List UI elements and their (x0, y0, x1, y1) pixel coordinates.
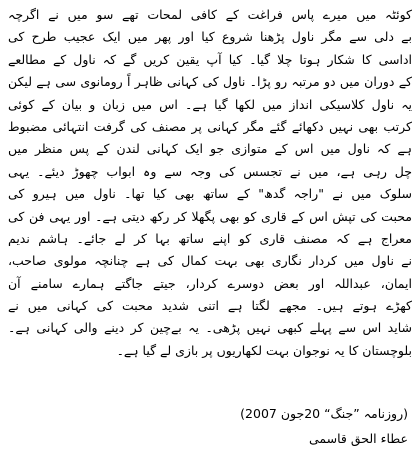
article-line: ہے کہ ناول میں اس کے متوازی جو ایک کہانی لندن کے پس منظر میں (8, 141, 412, 157)
article-line: بے دلی سے مگر ناول پڑھنا شروع کیا اور پھر میں ایک عجیب طرح کی (8, 29, 412, 45)
article-line: کوئٹہ میں میرے پاس فراغت کے کافی لمحات تھے سو میں نے اگرچہ (8, 7, 412, 22)
article-line: معراج ہے کہ مصنف قاری کو اپنے ساتھ بہا کر لے جائے۔ ہاشم ندیم (8, 230, 412, 246)
article-line: چل رہی ہے، میں نے تجسس کی وجہ سے وہ ابواب چھوڑ دیئے۔ یہی (8, 163, 412, 179)
article-line: سلوک میں نے "راجہ گدھ" کے ساتھ بھی کیا تھا۔ ناول میں ہیرو کی (8, 186, 412, 202)
article-line: یہ ناول کلاسیکی انداز میں لکھا گیا ہے۔ اس میں زبان و بیان کے کوئی (8, 96, 412, 112)
article-line: کرتب بھی نہیں دکھائے گئے مگر کہانی پر مصنف کی گرفت انتہائی مضبوط (8, 118, 412, 134)
article-line: شاید اس سے پہلے کبھی نہیں پڑھی۔ یہ بےچین کر دینے والی کہانی ہے۔ (8, 320, 412, 336)
article-line: نے ناول میں کردار نگاری بھی بہت کمال کی ہے چنانچہ مولوی صاحب، (8, 253, 412, 269)
article-body (8, 4, 412, 362)
article-line: ایمان، عبداللہ اور بعض دوسرے کردار، جیتے جاگتے ہمارے سامنے آن (8, 275, 412, 291)
article-line: اداسی کا شکار ہوتا چلا گیا۔ کیا آپ یقین کریں گے کہ ناول کے مطالعے (8, 51, 412, 67)
article-line: کے دوران میں دو مرتبہ رو پڑا۔ ناول کی کہانی ظاہر اً رومانوی سی ہے لیکن (8, 74, 412, 90)
author-signature: عطاء الحق قاسمی (308, 431, 408, 446)
article-line: محبت کی تپش اس کے قاری کو بھی پگھلا کر رکھ دیتی ہے۔ اور یہی فن کی (8, 208, 412, 224)
article-line: بلوچستان کا یہ نوجوان بہت لکھاریوں پر بازی لے گیا ہے۔ (116, 342, 412, 358)
article-line: کھڑے ہوتے ہیں۔ مجھے لگتا ہے اتنی شدید محبت کی کہانی میں نے (8, 298, 412, 314)
newspaper-source: (روزنامہ ”جنگ“ 20جون 2007) (240, 406, 408, 421)
